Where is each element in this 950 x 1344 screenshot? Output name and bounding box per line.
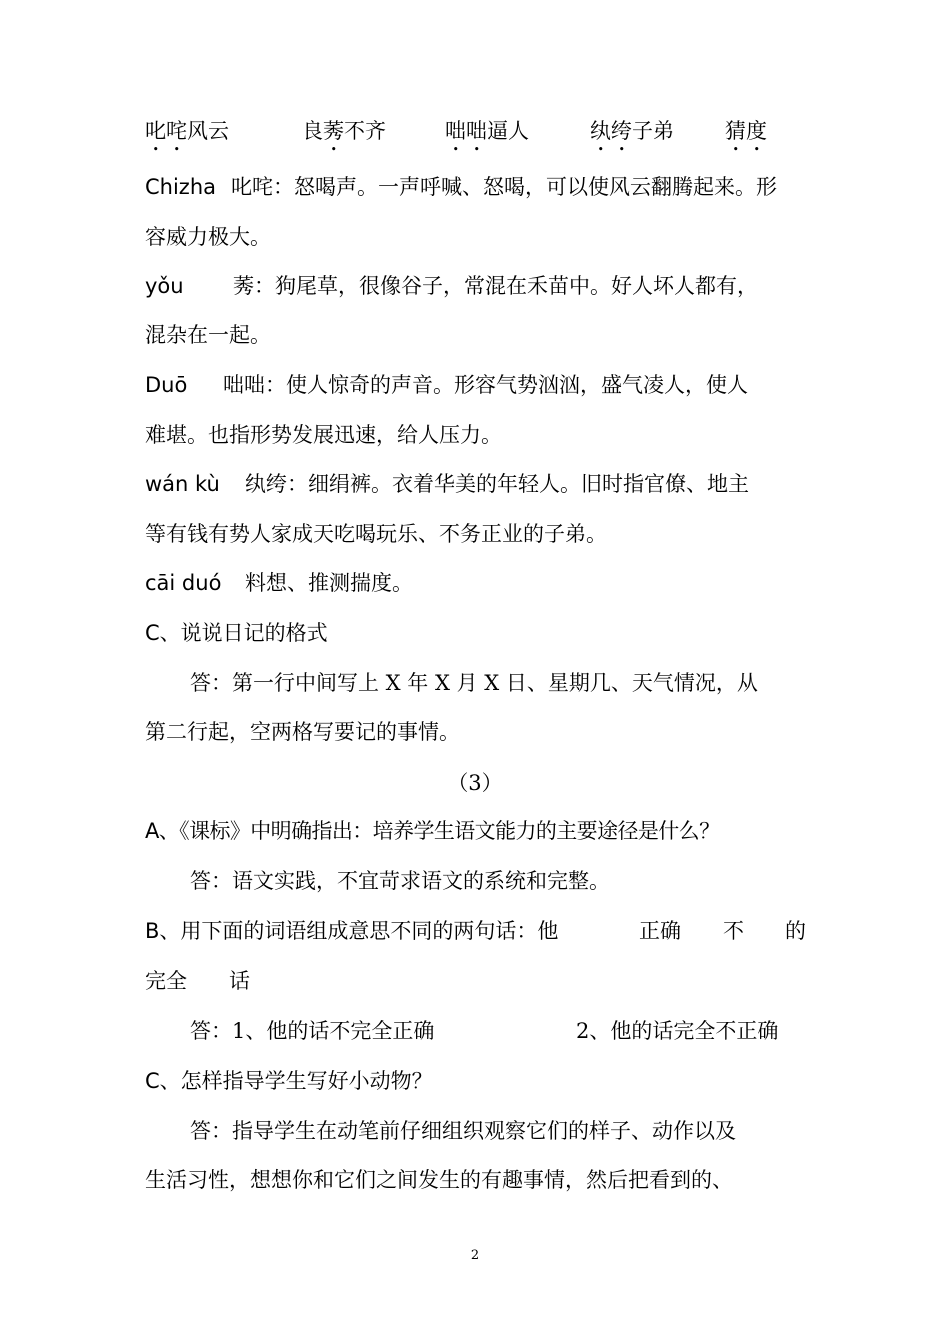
word-5: 话 (229, 969, 250, 993)
answer-b-1: 答：1、他的话不完全正确 (190, 1019, 435, 1043)
entry-2-line-2: 混杂在一起。 (145, 323, 271, 347)
word-2: 不 (723, 919, 744, 943)
entry-pinyin: yǒu (145, 274, 184, 298)
entry-pinyin: cāi duó (145, 571, 222, 595)
entry-3-line-2: 难堪。也指形势发展迅速，给人压力。 (145, 423, 502, 447)
answer-b (190, 1016, 810, 1046)
entry-3-line-1 (145, 370, 748, 400)
idiom-3: 咄咄逼人 (445, 119, 529, 143)
entry-4-line-2: 等有钱有势人家成天吃喝玩乐、不务正业的子弟。 (145, 522, 607, 546)
question-c2: C、怎样指导学生写好小动物？ (145, 1069, 433, 1093)
entry-2-line-1 (145, 271, 758, 301)
entry-4-line-1 (145, 469, 749, 499)
word-3: 的 (785, 919, 806, 943)
answer-c1-line-1: 答：第一行中间写上 X 年 X 月 X 日、星期几、天气情况，从 (190, 671, 758, 695)
answer-b-2: 2、他的话完全不正确 (576, 1019, 779, 1043)
question-b-line-1: B、用下面的词语组成意思不同的两句话：他 正确 不 的 (145, 916, 805, 946)
word-4: 完全 (145, 969, 187, 993)
entry-pinyin: Chizha (145, 175, 217, 199)
entry-definition: 咄咄：使人惊奇的声音。形容气势汹汹，盛气凌人，使人 (223, 373, 748, 397)
entry-1-line-1 (145, 172, 777, 202)
entry-definition: 料想、推测揣度。 (245, 571, 413, 595)
entry-pinyin: wán kù (145, 472, 220, 496)
entry-1-line-2: 容威力极大。 (145, 225, 271, 249)
entry-definition: 纨绔：细绢裤。衣着华美的年轻人。旧时指官僚、地主 (245, 472, 749, 496)
answer-c1-line-2: 第二行起，空两格写要记的事情。 (145, 720, 460, 744)
page-number: 2 (470, 1248, 480, 1263)
idiom-2: 良莠不齐 (302, 119, 386, 143)
entry-pinyin: Duō (145, 373, 188, 397)
word-1: 正确 (639, 919, 681, 943)
idiom-1: 叱咤风云 (145, 119, 229, 143)
entry-definition: 叱咤：怒喝声。一声呼喊、怒喝，可以使风云翻腾起来。形 (231, 175, 777, 199)
question-a: A、《课标》中明确指出：培养学生语文能力的主要途径是什么？ (145, 819, 720, 843)
question-b-line-2 (145, 966, 250, 996)
idiom-4: 纨绔子弟 (590, 119, 674, 143)
entry-definition: 莠：狗尾草，很像谷子，常混在禾苗中。好人坏人都有， (233, 274, 758, 298)
idiom-5: 猜度 (725, 119, 767, 143)
section-heading: （3） (447, 771, 503, 795)
question-c1: C、说说日记的格式 (145, 621, 328, 645)
answer-c2-line-1: 答：指导学生在动笔前仔细组织观察它们的样子、动作以及 (190, 1119, 736, 1143)
entry-5-line-1 (145, 568, 413, 598)
answer-a: 答：语文实践，不宜苛求语文的系统和完整。 (190, 869, 610, 893)
answer-c2-line-2: 生活习性，想想你和它们之间发生的有趣事情，然后把看到的、 (145, 1168, 733, 1192)
